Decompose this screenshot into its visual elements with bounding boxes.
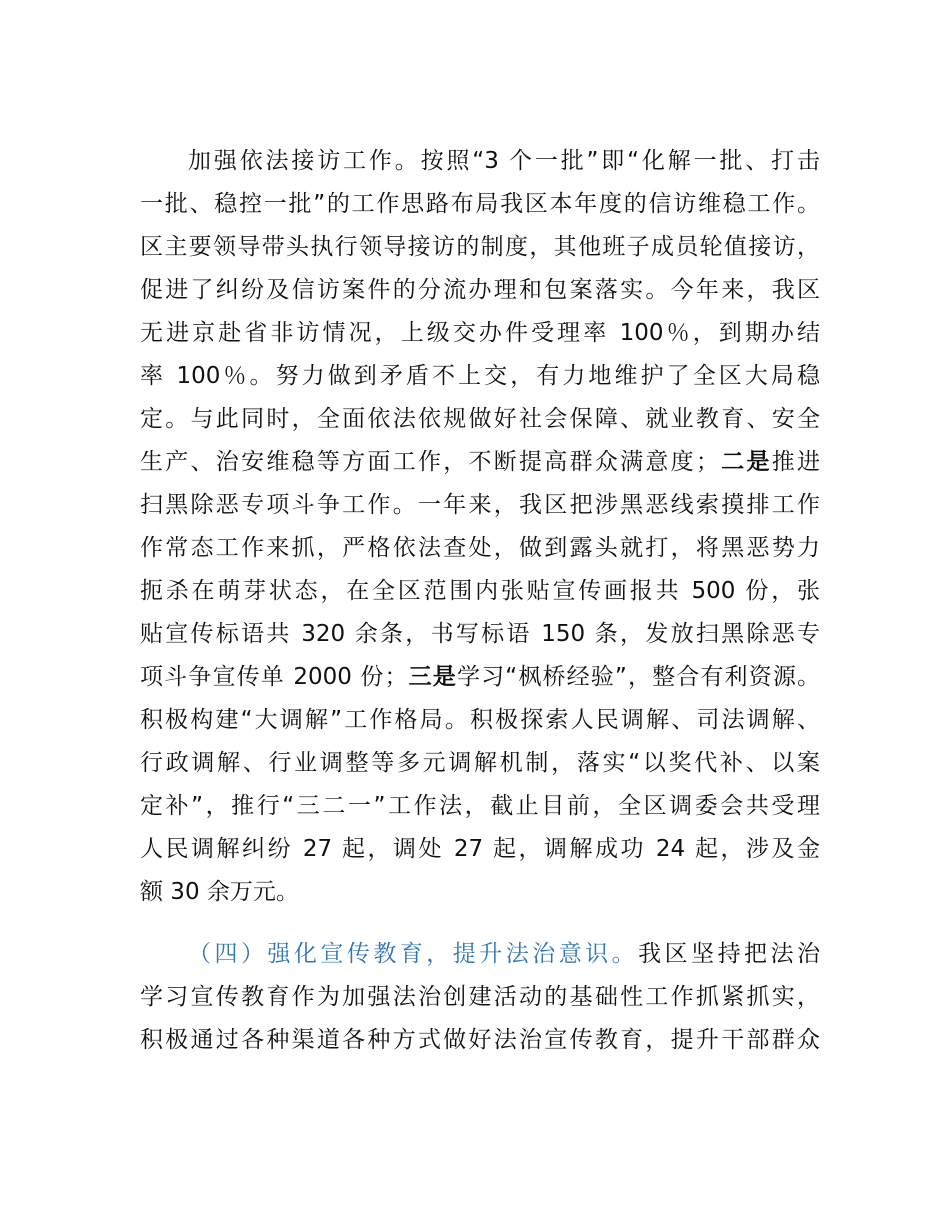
text-line: 促进了纠纷及信访案件的分流办理和包案落实。今年来，我区 bbox=[140, 277, 820, 303]
text-line: 扼杀在萌芽状态，在全区范围内张贴宣传画报共 500 份，张 bbox=[140, 578, 820, 604]
text-line: 学习宣传教育作为加强法治创建活动的基础性工作抓紧抓实， bbox=[140, 984, 820, 1010]
text-segment: 项斗争宣传单 2000 份； bbox=[140, 664, 408, 690]
text-segment: 学习“枫桥经验”，整合有利资源。 bbox=[456, 664, 820, 690]
bold-marker-third: 三是 bbox=[407, 664, 457, 690]
text-line: 定。与此同时，全面依法依规做好社会保障、就业教育、安全 bbox=[140, 406, 820, 432]
section-heading: （四）强化宣传教育，提升法治意识。 bbox=[188, 941, 639, 967]
bold-marker-second: 二是 bbox=[718, 449, 772, 475]
text-line: 额 30 余万元。 bbox=[140, 879, 299, 905]
text-line: 扫黑除恶专项斗争工作。一年来，我区把涉黑恶线索摸排工作 bbox=[140, 492, 820, 518]
text-line: 作常态工作来抓，严格依法查处，做到露头就打，将黑恶势力 bbox=[140, 535, 820, 561]
text-line-with-bold bbox=[140, 656, 820, 699]
text-segment: 我区坚持把法治 bbox=[638, 941, 820, 967]
text-line: 贴宣传标语共 320 余条，书写标语 150 条，发放扫黑除恶专 bbox=[140, 621, 820, 647]
text-line: 行政调解、行业调整等多元调解机制，落实“以奖代补、以案 bbox=[140, 750, 820, 776]
text-line: 一批、稳控一批”的工作思路布局我区本年度的信访维稳工作。 bbox=[140, 191, 820, 217]
text-line: 积极通过各种渠道各种方式做好法治宣传教育，提升干部群众 bbox=[140, 1027, 820, 1053]
text-line: 率 100％。努力做到矛盾不上交，有力地维护了全区大局稳 bbox=[140, 363, 820, 389]
text-line-with-heading bbox=[140, 933, 820, 976]
text-line: 定补”，推行“三二一”工作法，截止目前，全区调委会共受理 bbox=[140, 793, 820, 819]
paragraph-legal-education bbox=[140, 933, 820, 1062]
text-line: 积极构建“大调解”工作格局。积极探索人民调解、司法调解、 bbox=[140, 707, 820, 733]
text-segment: 推进 bbox=[771, 449, 820, 475]
text-line: 加强依法接访工作。按照“3 个一批”即“化解一批、打击 bbox=[188, 148, 820, 174]
paragraph-law-based-petition bbox=[140, 140, 820, 914]
text-line: 无进京赴省非访情况，上级交办件受理率 100％，到期办结 bbox=[140, 320, 820, 346]
text-line-with-bold bbox=[140, 441, 820, 484]
text-line: 区主要领导带头执行领导接访的制度，其他班子成员轮值接访， bbox=[140, 234, 820, 260]
text-segment: 生产、治安维稳等方面工作，不断提高群众满意度； bbox=[140, 449, 719, 475]
text-line: 人民调解纠纷 27 起，调处 27 起，调解成功 24 起，涉及金 bbox=[140, 836, 820, 862]
